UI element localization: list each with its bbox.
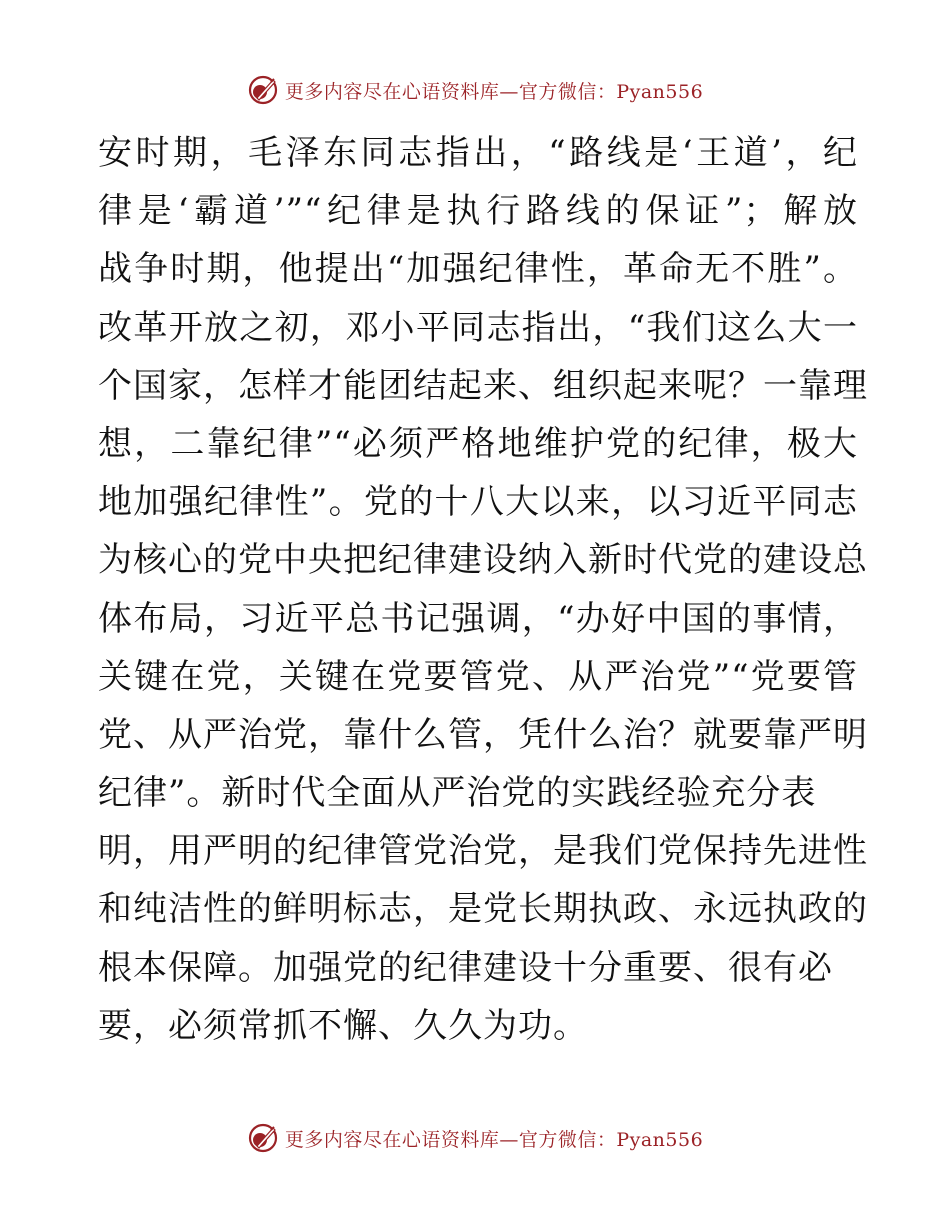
body-line: 律是‘霸道’”“纪律是执行路线的保证”；解放 [98, 191, 858, 232]
body-line: 体布局，习近平总书记强调，“办好中国的事情， [98, 598, 858, 639]
body-line: 地加强纪律性”。党的十八大以来，以习近平同志 [98, 482, 858, 523]
body-line: 为核心的党中央把纪律建设纳入新时代党的建设总 [98, 540, 868, 581]
body-line: 要，必须常抓不懈、久久为功。 [98, 1005, 588, 1046]
body-line: 根本保障。加强党的纪律建设十分重要、很有必 [98, 947, 833, 988]
header-watermark [0, 74, 950, 106]
quill-seal-icon [247, 74, 279, 106]
document-body [98, 124, 868, 1055]
body-line: 关键在党，关键在党要管党、从严治党”“党要管 [98, 656, 858, 697]
body-line: 明，用严明的纪律管党治党，是我们党保持先进性 [98, 831, 868, 872]
body-line: 个国家，怎样才能团结起来、组织起来呢？一靠理 [98, 365, 868, 406]
body-line: 想，二靠纪律”“必须严格地维护党的纪律，极大 [98, 423, 858, 464]
footer-watermark-text: 更多内容尽在心语资料库—官方微信：Pyan556 [284, 1128, 704, 1151]
body-line: 安时期，毛泽东同志指出，“路线是‘王道’，纪 [98, 133, 858, 173]
quill-seal-icon [247, 1122, 279, 1154]
header-watermark-text: 更多内容尽在心语资料库—官方微信：Pyan556 [284, 80, 704, 103]
body-line: 战争时期，他提出“加强纪律性，革命无不胜”。 [98, 249, 858, 290]
body-line: 改革开放之初，邓小平同志指出，“我们这么大一 [98, 307, 858, 348]
body-line: 和纯洁性的鲜明标志，是党长期执政、永远执政的 [98, 889, 868, 930]
body-line: 党、从严治党，靠什么管，凭什么治？就要靠严明 [98, 714, 868, 755]
body-line: 纪律”。新时代全面从严治党的实践经验充分表 [98, 773, 817, 814]
footer-watermark [0, 1122, 950, 1154]
